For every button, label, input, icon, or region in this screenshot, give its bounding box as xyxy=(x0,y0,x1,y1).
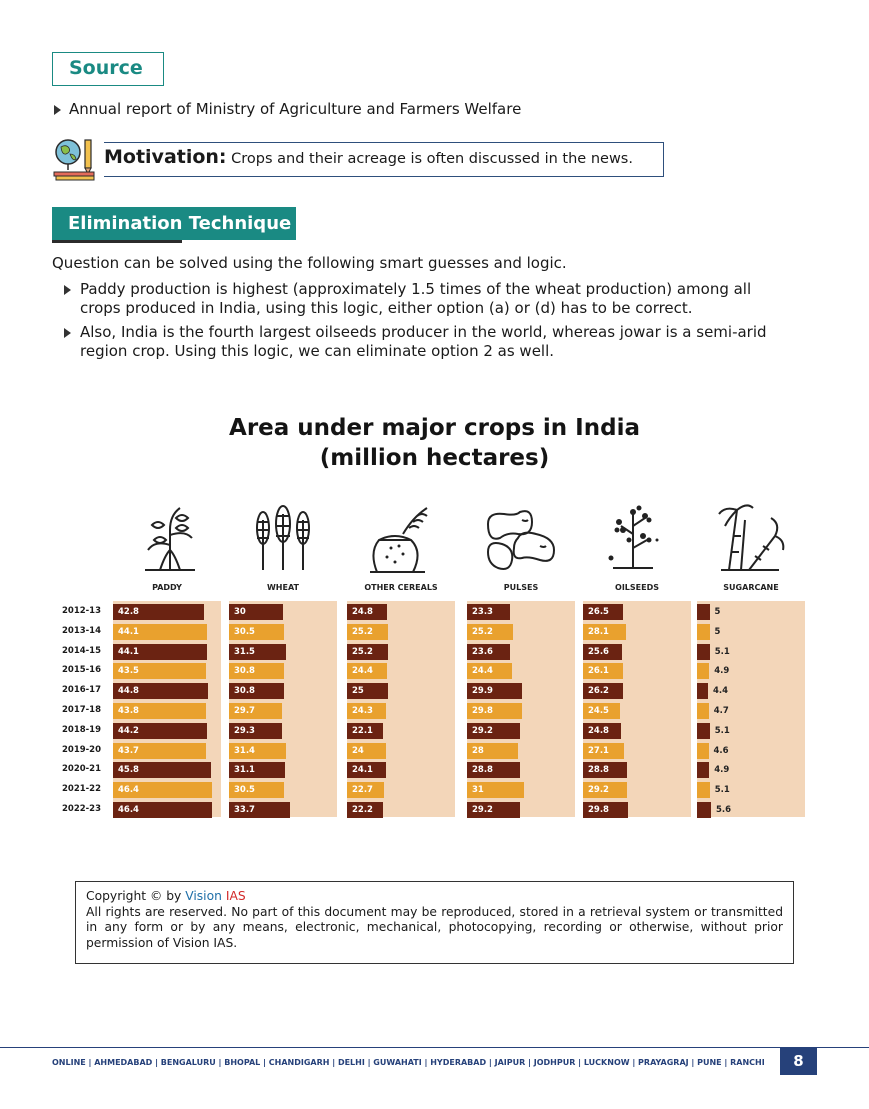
bar xyxy=(697,644,710,660)
bar-value-label: 22.7 xyxy=(352,785,373,796)
year-label: 2019-20 xyxy=(62,744,102,755)
year-label: 2020-21 xyxy=(62,764,102,775)
motivation-text: Crops and their acreage is often discussed in the news. xyxy=(231,151,633,167)
bar-value-label: 23.6 xyxy=(472,646,493,657)
bar-value-label: 29.7 xyxy=(234,706,255,716)
bar-value-label: 5.6 xyxy=(716,805,732,815)
bar-value-label: 26.1 xyxy=(588,666,609,677)
motivation-line xyxy=(104,146,633,168)
bar-value-label: 4.9 xyxy=(714,765,730,776)
bar xyxy=(697,624,710,640)
bar-value-label: 43.8 xyxy=(118,706,139,716)
bar-value-label: 28.8 xyxy=(588,765,609,776)
bar-value-label: 25.2 xyxy=(352,646,373,657)
footer-divider xyxy=(0,1047,869,1048)
oilseeds-icon xyxy=(603,500,665,572)
brand-vision: Vision xyxy=(185,889,222,903)
bar-value-label: 24.8 xyxy=(352,607,373,617)
bar-value-label: 29.3 xyxy=(234,725,255,736)
bar-value-label: 5 xyxy=(714,626,721,637)
bar-value-label: 42.8 xyxy=(118,607,139,617)
bar-value-label: 31.1 xyxy=(234,765,255,776)
bullet-arrow-icon xyxy=(64,285,71,295)
bar-value-label: 27.1 xyxy=(588,745,609,756)
bar-value-label: 31 xyxy=(472,785,484,796)
copyright-body: All rights are reserved. No part of this document may be reproduced, stored in a retrieval system or transmitted in any form or by any means, electronic, mechanical, photocopying, recording or otherwise, without prior permission of Vision IAS. xyxy=(86,904,783,950)
bar-value-label: 29.2 xyxy=(472,805,493,815)
bar-value-label: 28.8 xyxy=(472,765,493,776)
bar-value-label: 25.2 xyxy=(352,626,373,637)
bar xyxy=(697,762,709,778)
bar-value-label: 44.8 xyxy=(118,686,139,697)
bar-value-label: 24.4 xyxy=(352,666,373,677)
copyright-box xyxy=(75,881,794,964)
elimination-intro: Question can be solved using the following smart guesses and logic. xyxy=(52,254,567,272)
bar-value-label: 30.8 xyxy=(234,686,255,697)
year-label: 2021-22 xyxy=(62,784,102,795)
year-label: 2016-17 xyxy=(62,685,102,696)
chart-subtitle: (million hectares) xyxy=(319,445,550,471)
bar xyxy=(697,743,709,759)
bar-value-label: 29.2 xyxy=(472,725,493,736)
bar-value-label: 25 xyxy=(352,686,364,697)
bar-value-label: 29.2 xyxy=(588,785,609,796)
bar-value-label: 43.7 xyxy=(118,745,139,756)
year-label: 2022-23 xyxy=(62,804,102,814)
series-label: SUGARCANE xyxy=(723,583,779,592)
pulses-icon xyxy=(482,508,560,574)
grain-sack-icon xyxy=(365,502,435,574)
footer-cities: ONLINE | AHMEDABAD | BENGALURU | BHOPAL | CHANDIGARH | DELHI | GUWAHATI | HYDERABAD | JAIPUR | JODHPUR | LUCKNOW | PRAYAGRAJ | PUNE | RANCHI xyxy=(52,1058,765,1067)
bar-value-label: 5.1 xyxy=(714,785,730,796)
series-label: PULSES xyxy=(503,583,539,592)
bullet-item: Paddy production is highest (approximately 1.5 times of the wheat production) among all crops produced in India, using this logic, either option (a) or (d) has to be correct. xyxy=(64,280,784,318)
bar-value-label: 44.2 xyxy=(118,725,139,736)
bar-value-label: 44.1 xyxy=(118,646,139,657)
bar-value-label: 31.5 xyxy=(234,646,255,657)
year-label: 2013-14 xyxy=(62,625,102,636)
bar-value-label: 5.1 xyxy=(714,725,730,736)
elimination-heading: Elimination Technique xyxy=(52,207,296,240)
globe-pencil-icon xyxy=(52,136,98,182)
series-label: OILSEEDS xyxy=(615,583,659,592)
bar-value-label: 26.5 xyxy=(588,607,609,617)
bar-value-label: 4.7 xyxy=(713,706,729,716)
year-label: 2012-13 xyxy=(62,606,102,616)
bar-value-label: 24.1 xyxy=(352,765,373,776)
chart-title: Area under major crops in India xyxy=(229,415,640,441)
brand-ias: IAS xyxy=(225,889,246,903)
series-label: WHEAT xyxy=(266,583,299,592)
bar xyxy=(697,604,710,620)
bar-value-label: 25.2 xyxy=(472,626,493,637)
bar xyxy=(697,703,709,719)
sugarcane-icon xyxy=(715,500,785,572)
bar xyxy=(697,802,711,818)
bar-value-label: 30.8 xyxy=(234,666,255,677)
bar-value-label: 25.6 xyxy=(588,646,609,657)
bar-value-label: 4.9 xyxy=(714,666,730,677)
bar-value-label: 5 xyxy=(714,607,721,617)
bar-value-label: 46.4 xyxy=(118,805,139,815)
page-number: 8 xyxy=(780,1047,817,1075)
bar-value-label: 31.4 xyxy=(234,745,255,756)
bar-value-label: 22.2 xyxy=(352,805,373,815)
bar-value-label: 24.8 xyxy=(588,725,609,736)
bar-value-label: 23.3 xyxy=(472,607,493,617)
bar-value-label: 45.8 xyxy=(118,765,139,776)
source-heading: Source xyxy=(52,52,164,86)
bar-value-label: 4.4 xyxy=(713,686,729,697)
bar-value-label: 44.1 xyxy=(118,626,139,637)
bar xyxy=(697,723,710,739)
bar-value-label: 26.2 xyxy=(588,686,609,697)
year-label: 2018-19 xyxy=(62,724,102,735)
wheat-icon xyxy=(248,500,318,572)
bar-value-label: 24.3 xyxy=(352,706,373,716)
bar-value-label: 29.9 xyxy=(472,686,493,697)
year-label: 2015-16 xyxy=(62,665,102,676)
bullet-arrow-icon xyxy=(64,328,71,338)
bar-value-label: 46.4 xyxy=(118,785,139,796)
bar xyxy=(697,663,709,679)
source-item: Annual report of Ministry of Agriculture and Farmers Welfare xyxy=(54,100,521,118)
series-label: OTHER CEREALS xyxy=(364,583,438,592)
bar-value-label: 24.5 xyxy=(588,706,609,716)
bar-value-label: 5.1 xyxy=(714,646,730,657)
year-label: 2014-15 xyxy=(62,645,102,656)
bar-value-label: 30.5 xyxy=(234,626,255,637)
bar xyxy=(697,782,710,798)
bar-value-label: 4.6 xyxy=(713,745,729,756)
bar-value-label: 30.5 xyxy=(234,785,255,796)
bar-value-label: 33.7 xyxy=(234,805,255,815)
bar-value-label: 28 xyxy=(472,745,484,756)
bar xyxy=(697,683,708,699)
bar-value-label: 22.1 xyxy=(352,725,373,736)
motivation-label: Motivation: xyxy=(104,146,227,168)
bullet-item: Also, India is the fourth largest oilseeds producer in the world, whereas jowar is a semi-arid region crop. Using this logic, we can eliminate option 2 as well. xyxy=(64,323,784,361)
bar-value-label: 24 xyxy=(352,745,364,756)
heading-underline xyxy=(52,240,182,243)
bar-value-label: 43.5 xyxy=(118,666,139,677)
bar-value-label: 29.8 xyxy=(472,706,493,716)
bar-value-label: 28.1 xyxy=(588,626,609,637)
bullet-arrow-icon xyxy=(54,105,61,115)
series-label: PADDY xyxy=(152,583,182,592)
bar-value-label: 29.8 xyxy=(588,805,609,815)
year-label: 2017-18 xyxy=(62,705,102,715)
bar-value-label: 24.4 xyxy=(472,666,493,677)
paddy-icon xyxy=(140,500,200,572)
bar-value-label: 30 xyxy=(234,607,246,617)
copyright-line: Copyright © by Vision IAS xyxy=(86,889,246,903)
